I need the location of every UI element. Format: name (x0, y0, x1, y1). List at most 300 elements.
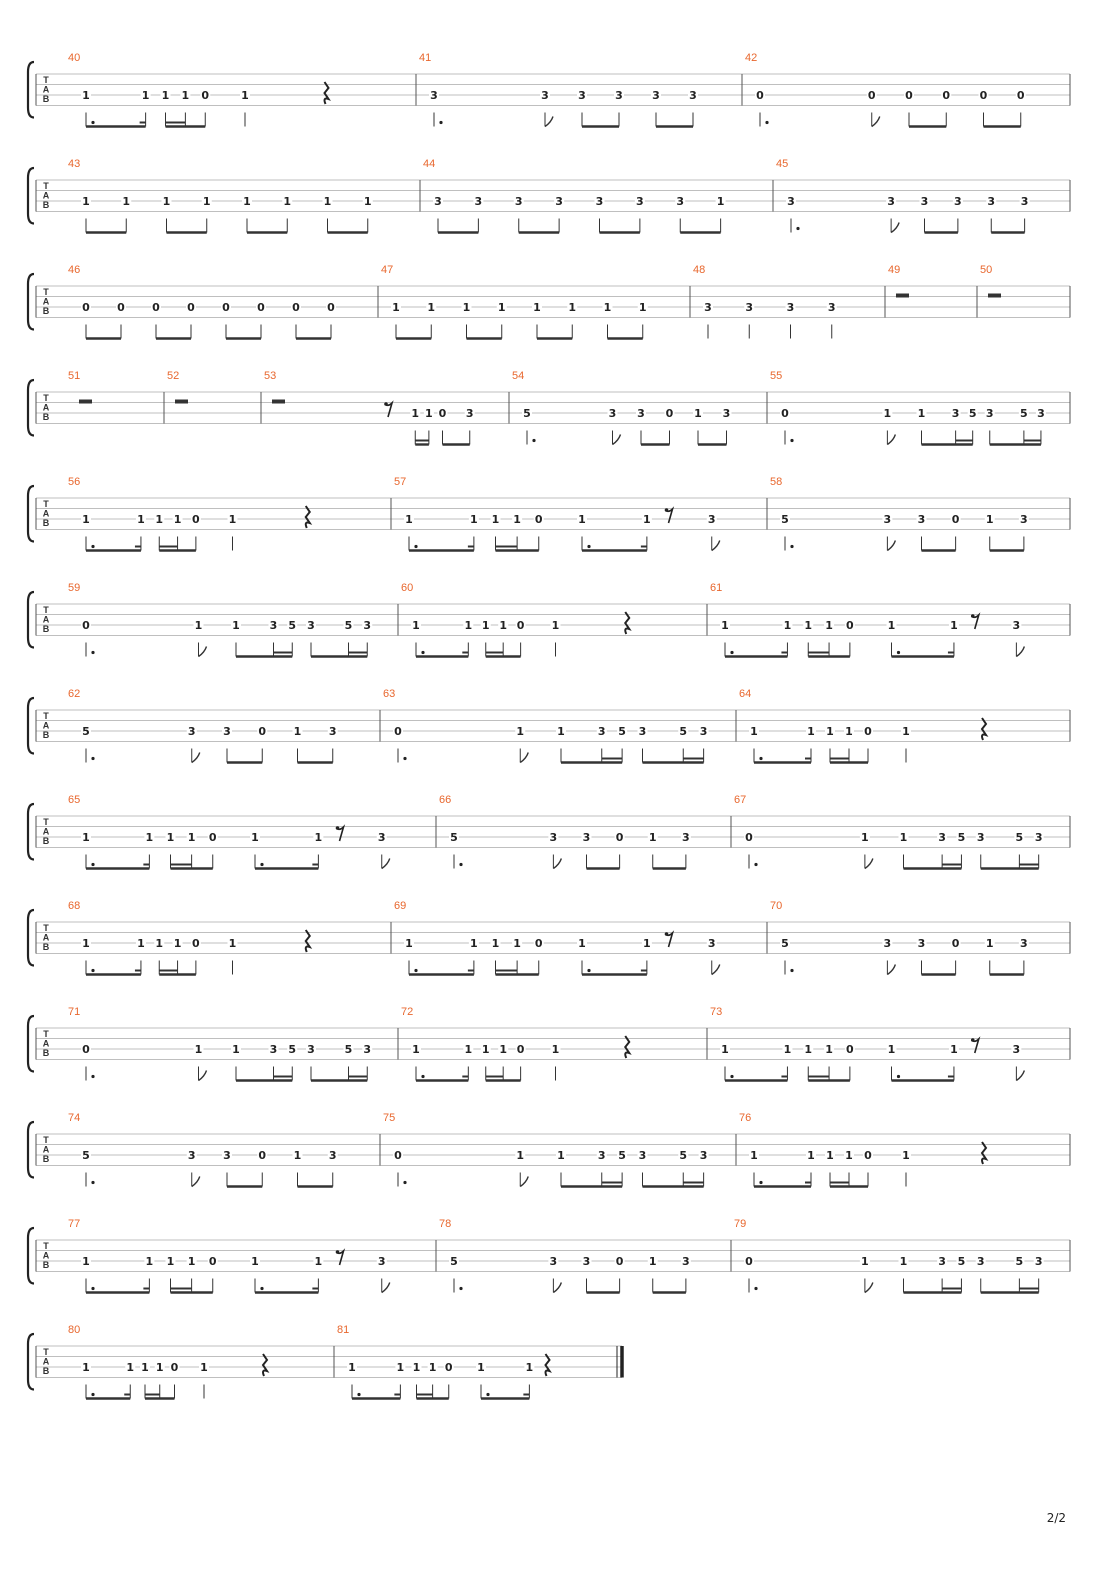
fret-number: 5 (618, 725, 626, 738)
fret-number: 0 (292, 301, 300, 314)
fret-number: 3 (328, 725, 337, 738)
tab-clef-letter: T (43, 1135, 49, 1145)
fret-number: 1 (750, 1149, 758, 1162)
fret-number: 5 (781, 937, 789, 950)
fret-number: 1 (603, 301, 612, 314)
fret-number: 3 (976, 1255, 985, 1268)
eighth-rest-dot (665, 508, 669, 512)
fret-number: 1 (243, 195, 251, 208)
fret-number: 1 (405, 513, 413, 526)
fret-number: 1 (462, 301, 471, 314)
measure-number: 67 (734, 794, 747, 806)
fret-number: 5 (523, 407, 531, 420)
fret-number: 1 (568, 301, 577, 314)
fret-number: 5 (618, 1149, 626, 1162)
fret-number: 0 (208, 1255, 217, 1268)
fret-number: 1 (411, 407, 420, 420)
fret-number: 3 (883, 513, 892, 526)
fret-number: 1 (861, 831, 869, 844)
fret-number: 0 (615, 1255, 624, 1268)
fret-number: 0 (394, 725, 402, 738)
duration-dot (91, 1393, 94, 1396)
duration-dot (759, 1181, 762, 1184)
tab-clef-letter: T (43, 499, 49, 509)
measure-number: 41 (419, 52, 432, 64)
fret-number: 1 (293, 725, 302, 738)
fret-number: 0 (781, 407, 789, 420)
measure-number: 40 (68, 52, 81, 64)
fret-number: 1 (899, 831, 908, 844)
tab-clef-letter: A (42, 1038, 50, 1049)
fret-number: 0 (951, 937, 960, 950)
fret-number: 0 (258, 1149, 267, 1162)
fret-number: 1 (643, 937, 651, 950)
fret-number: 3 (787, 195, 795, 208)
fret-number: 3 (328, 1149, 337, 1162)
fret-number: 3 (555, 195, 563, 208)
fret-number: 1 (428, 1361, 437, 1374)
fret-number: 1 (194, 619, 203, 632)
duration-dot (486, 1393, 489, 1396)
measure-number: 51 (68, 370, 81, 382)
fret-number: 3 (377, 831, 386, 844)
fret-number: 3 (615, 89, 623, 102)
fret-number: 3 (676, 195, 685, 208)
fret-number: 1 (477, 1361, 485, 1374)
fret-number: 1 (283, 195, 292, 208)
measure-number: 79 (734, 1218, 747, 1230)
measure-number: 62 (68, 688, 81, 700)
fret-number: 5 (1020, 407, 1028, 420)
fret-number: 3 (938, 1255, 946, 1268)
note-flag (865, 859, 873, 869)
tab-clef-letter: A (42, 190, 50, 201)
fret-number: 1 (363, 195, 372, 208)
fret-number: 1 (323, 195, 332, 208)
fret-number: 1 (166, 1255, 175, 1268)
fret-number: 1 (293, 1149, 302, 1162)
fret-number: 3 (636, 195, 644, 208)
fret-number: 0 (187, 301, 195, 314)
fret-number: 1 (425, 407, 433, 420)
measure-number: 73 (710, 1006, 723, 1018)
fret-number: 1 (481, 1043, 490, 1056)
duration-dot (91, 863, 94, 866)
fret-number: 5 (1015, 831, 1024, 844)
fret-number: 1 (173, 513, 182, 526)
half-rest (272, 400, 285, 404)
fret-number: 3 (682, 1255, 690, 1268)
tab-clef-letter: A (42, 1144, 50, 1155)
fret-number: 0 (438, 407, 447, 420)
fret-number: 3 (430, 89, 438, 102)
system-bracket (28, 698, 34, 754)
fret-number: 1 (141, 1361, 149, 1374)
fret-number: 1 (173, 937, 182, 950)
fret-number: 0 (864, 1149, 872, 1162)
fret-number: 1 (82, 89, 90, 102)
fret-number: 3 (597, 725, 606, 738)
note-flag (382, 859, 390, 869)
fret-number: 1 (643, 513, 651, 526)
fret-number: 1 (985, 937, 994, 950)
fret-number: 1 (470, 513, 478, 526)
eighth-rest-dot (971, 1038, 975, 1042)
note-flag (192, 753, 200, 763)
fret-number: 1 (314, 1255, 323, 1268)
fret-number: 1 (162, 195, 171, 208)
fret-number: 1 (783, 1043, 792, 1056)
fret-number: 1 (499, 619, 508, 632)
fret-number: 3 (187, 725, 196, 738)
eighth-rest-dot (336, 1250, 340, 1254)
tab-clef-letter: T (43, 393, 49, 403)
tab-clef-letter: T (43, 1029, 49, 1039)
fret-number: 1 (392, 301, 400, 314)
fret-number: 1 (155, 937, 164, 950)
fret-number: 1 (648, 831, 657, 844)
duration-dot (754, 1287, 757, 1290)
fret-number: 1 (899, 1255, 908, 1268)
fret-number: 5 (957, 1255, 966, 1268)
measure-number: 71 (68, 1006, 81, 1018)
measure-number: 66 (439, 794, 452, 806)
measure-number: 58 (770, 476, 783, 488)
fret-number: 3 (187, 1149, 196, 1162)
system-bracket (28, 62, 34, 118)
tab-clef-letter: A (42, 508, 50, 519)
fret-number: 1 (348, 1361, 356, 1374)
measure-number: 47 (381, 264, 394, 276)
fret-number: 3 (1020, 195, 1029, 208)
fret-number: 0 (951, 513, 960, 526)
tab-clef-letter: B (42, 306, 50, 316)
fret-number: 0 (152, 301, 160, 314)
note-flag (891, 223, 899, 233)
fret-number: 1 (464, 619, 473, 632)
fret-number: 1 (166, 831, 175, 844)
duration-dot (459, 863, 462, 866)
fret-number: 1 (807, 725, 815, 738)
tab-clef-letter: A (42, 1356, 50, 1367)
fret-number: 3 (689, 89, 697, 102)
fret-number: 0 (192, 513, 200, 526)
measure-number: 72 (401, 1006, 414, 1018)
tab-clef-letter: B (42, 624, 50, 634)
fret-number: 1 (887, 1043, 896, 1056)
fret-number: 1 (155, 513, 164, 526)
measure-number: 76 (739, 1112, 752, 1124)
measure-number: 61 (710, 582, 723, 594)
fret-number: 0 (444, 1361, 453, 1374)
tab-clef-letter: B (42, 94, 50, 104)
duration-dot (897, 651, 900, 654)
fret-number: 3 (1034, 831, 1043, 844)
fret-number: 0 (327, 301, 335, 314)
note-flag (712, 965, 720, 975)
duration-dot (414, 545, 417, 548)
fret-number: 5 (82, 725, 90, 738)
fret-number: 5 (450, 1255, 458, 1268)
fret-number: 1 (181, 89, 190, 102)
fret-number: 1 (497, 301, 506, 314)
fret-number: 3 (652, 89, 660, 102)
measure-number: 77 (68, 1218, 81, 1230)
fret-number: 0 (192, 937, 200, 950)
fret-number: 0 (1016, 89, 1025, 102)
system-bracket (28, 1228, 34, 1284)
measure-number: 81 (337, 1324, 350, 1336)
fret-number: 1 (883, 407, 892, 420)
fret-number: 1 (533, 301, 541, 314)
fret-number: 1 (464, 1043, 473, 1056)
fret-number: 3 (1012, 619, 1021, 632)
fret-number: 0 (846, 1043, 854, 1056)
fret-number: 3 (1012, 1043, 1021, 1056)
duration-dot (730, 651, 733, 654)
note-flag (192, 1177, 200, 1187)
fret-number: 0 (516, 1043, 525, 1056)
eighth-rest-dot (384, 402, 388, 406)
fret-number: 3 (887, 195, 895, 208)
fret-number: 3 (917, 937, 926, 950)
note-flag (382, 1283, 390, 1293)
fret-number: 3 (987, 195, 996, 208)
fret-number: 3 (223, 1149, 231, 1162)
page-number-text: 2/2 (1046, 1511, 1066, 1525)
fret-number: 1 (126, 1361, 135, 1374)
fret-number: 1 (826, 1149, 834, 1162)
fret-number: 1 (716, 195, 725, 208)
duration-dot (91, 1181, 94, 1184)
fret-number: 3 (637, 407, 645, 420)
fret-number: 1 (161, 89, 170, 102)
measure-number: 70 (770, 900, 783, 912)
fret-number: 3 (377, 1255, 386, 1268)
note-flag (887, 541, 895, 551)
measure-number: 68 (68, 900, 81, 912)
fret-number: 1 (516, 725, 525, 738)
note-flag (1016, 647, 1024, 657)
tab-clef-letter: B (42, 836, 50, 846)
fret-number: 1 (82, 195, 90, 208)
duration-dot (414, 969, 417, 972)
note-flag (199, 1071, 207, 1081)
fret-number: 1 (82, 513, 90, 526)
eighth-rest-dot (336, 826, 340, 830)
fret-number: 1 (516, 1149, 525, 1162)
fret-number: 3 (976, 831, 985, 844)
fret-number: 1 (513, 937, 521, 950)
tab-clef-letter: T (43, 1241, 49, 1251)
note-flag (887, 435, 895, 445)
fret-number: 1 (145, 1255, 154, 1268)
fret-number: 0 (201, 89, 210, 102)
duration-dot (754, 863, 757, 866)
fret-number: 3 (707, 937, 716, 950)
measure-number: 63 (383, 688, 396, 700)
half-rest (988, 294, 1001, 298)
quarter-rest (546, 1354, 550, 1376)
fret-number: 3 (985, 407, 994, 420)
duration-dot (421, 1075, 424, 1078)
fret-number: 1 (557, 1149, 565, 1162)
fret-number: 3 (608, 407, 617, 420)
measure-number: 57 (394, 476, 407, 488)
fret-number: 3 (1034, 1255, 1043, 1268)
system-bracket (28, 1122, 34, 1178)
duration-dot (91, 1075, 94, 1078)
fret-number: 1 (750, 725, 758, 738)
note-flag (613, 435, 621, 445)
fret-number: 1 (985, 513, 994, 526)
fret-number: 1 (405, 937, 413, 950)
tab-clef-letter: T (43, 287, 49, 297)
fret-number: 0 (257, 301, 265, 314)
duration-dot (91, 545, 94, 548)
tab-clef-letter: T (43, 75, 49, 85)
fret-number: 0 (117, 301, 125, 314)
fret-number: 1 (902, 1149, 910, 1162)
system-bracket (28, 804, 34, 860)
fret-number: 1 (314, 831, 323, 844)
fret-number: 3 (786, 301, 795, 314)
note-flag (520, 753, 528, 763)
duration-dot (403, 757, 406, 760)
fret-number: 5 (344, 619, 353, 632)
tab-clef-letter: B (42, 1260, 50, 1270)
fret-number: 1 (470, 937, 478, 950)
fret-number: 5 (288, 1043, 297, 1056)
system-bracket (28, 592, 34, 648)
tab-clef-letter: B (42, 518, 50, 528)
fret-number: 1 (122, 195, 131, 208)
fret-number: 3 (307, 1043, 315, 1056)
fret-number: 3 (827, 301, 836, 314)
fret-number: 0 (864, 725, 872, 738)
tab-clef-letter: A (42, 720, 50, 731)
duration-dot (730, 1075, 733, 1078)
fret-number: 3 (682, 831, 690, 844)
tab-clef-letter: A (42, 296, 50, 307)
fret-number: 1 (648, 1255, 657, 1268)
fret-number: 0 (867, 89, 876, 102)
fret-number: 1 (950, 1043, 958, 1056)
half-rest (79, 400, 92, 404)
fret-number: 1 (202, 195, 211, 208)
duration-dot (439, 121, 442, 124)
tab-clef-letter: A (42, 84, 50, 95)
fret-number: 0 (745, 1255, 753, 1268)
duration-dot (459, 1287, 462, 1290)
fret-number: 1 (137, 513, 145, 526)
measure-number: 44 (423, 158, 436, 170)
fret-number: 1 (783, 619, 792, 632)
fret-number: 3 (223, 725, 231, 738)
eighth-rest-dot (665, 932, 669, 936)
tab-clef-letter: B (42, 730, 50, 740)
half-rest (175, 400, 188, 404)
tab-clef-letter: B (42, 1048, 50, 1058)
fret-number: 1 (412, 1361, 421, 1374)
fret-number: 1 (145, 831, 154, 844)
fret-number: 3 (363, 1043, 372, 1056)
fret-number: 1 (137, 937, 145, 950)
fret-number: 0 (208, 831, 217, 844)
fret-number: 1 (228, 937, 237, 950)
fret-number: 0 (82, 1043, 90, 1056)
note-flag (545, 117, 553, 127)
tab-clef-letter: B (42, 1366, 50, 1376)
measure-number: 46 (68, 264, 81, 276)
fret-number: 1 (887, 619, 896, 632)
fret-number: 0 (534, 513, 543, 526)
fret-number: 5 (781, 513, 789, 526)
fret-number: 1 (721, 619, 729, 632)
duration-dot (357, 1393, 360, 1396)
fret-number: 3 (917, 513, 926, 526)
fret-number: 3 (951, 407, 960, 420)
fret-number: 3 (638, 725, 647, 738)
duration-dot (403, 1181, 406, 1184)
system-bracket (28, 1334, 34, 1390)
fret-number: 1 (499, 1043, 508, 1056)
fret-number: 1 (551, 1043, 560, 1056)
tab-clef-letter: A (42, 1250, 50, 1261)
tab-clef-letter: T (43, 817, 49, 827)
fret-number: 5 (957, 831, 966, 844)
fret-number: 0 (756, 89, 764, 102)
fret-number: 3 (638, 1149, 647, 1162)
system-bracket (28, 1016, 34, 1072)
system-bracket (28, 168, 34, 224)
eighth-rest-dot (971, 614, 975, 618)
measure-number: 60 (401, 582, 414, 594)
fret-number: 0 (394, 1149, 402, 1162)
fret-number: 1 (412, 619, 420, 632)
fret-number: 1 (187, 1255, 196, 1268)
fret-number: 1 (194, 1043, 203, 1056)
fret-number: 1 (232, 619, 240, 632)
fret-number: 1 (82, 937, 90, 950)
measure-number: 65 (68, 794, 81, 806)
fret-number: 5 (968, 407, 977, 420)
duration-dot (91, 969, 94, 972)
fret-number: 0 (222, 301, 230, 314)
duration-dot (91, 757, 94, 760)
fret-number: 1 (804, 619, 813, 632)
tab-clef-letter: B (42, 942, 50, 952)
fret-number: 5 (288, 619, 297, 632)
fret-number: 1 (82, 1255, 90, 1268)
quarter-rest (625, 1036, 629, 1058)
measure-number: 52 (167, 370, 180, 382)
fret-number: 1 (845, 725, 853, 738)
fret-number: 1 (232, 1043, 240, 1056)
fret-number: 3 (722, 407, 731, 420)
system-bracket (28, 274, 34, 330)
note-flag (712, 541, 720, 551)
tab-clef-letter: A (42, 932, 50, 943)
fret-number: 3 (269, 619, 278, 632)
fret-number: 0 (905, 89, 913, 102)
fret-number: 1 (241, 89, 249, 102)
measure-number: 56 (68, 476, 81, 488)
fret-number: 3 (549, 1255, 558, 1268)
fret-number: 3 (514, 195, 523, 208)
fret-number: 1 (491, 937, 500, 950)
tab-clef-letter: T (43, 711, 49, 721)
